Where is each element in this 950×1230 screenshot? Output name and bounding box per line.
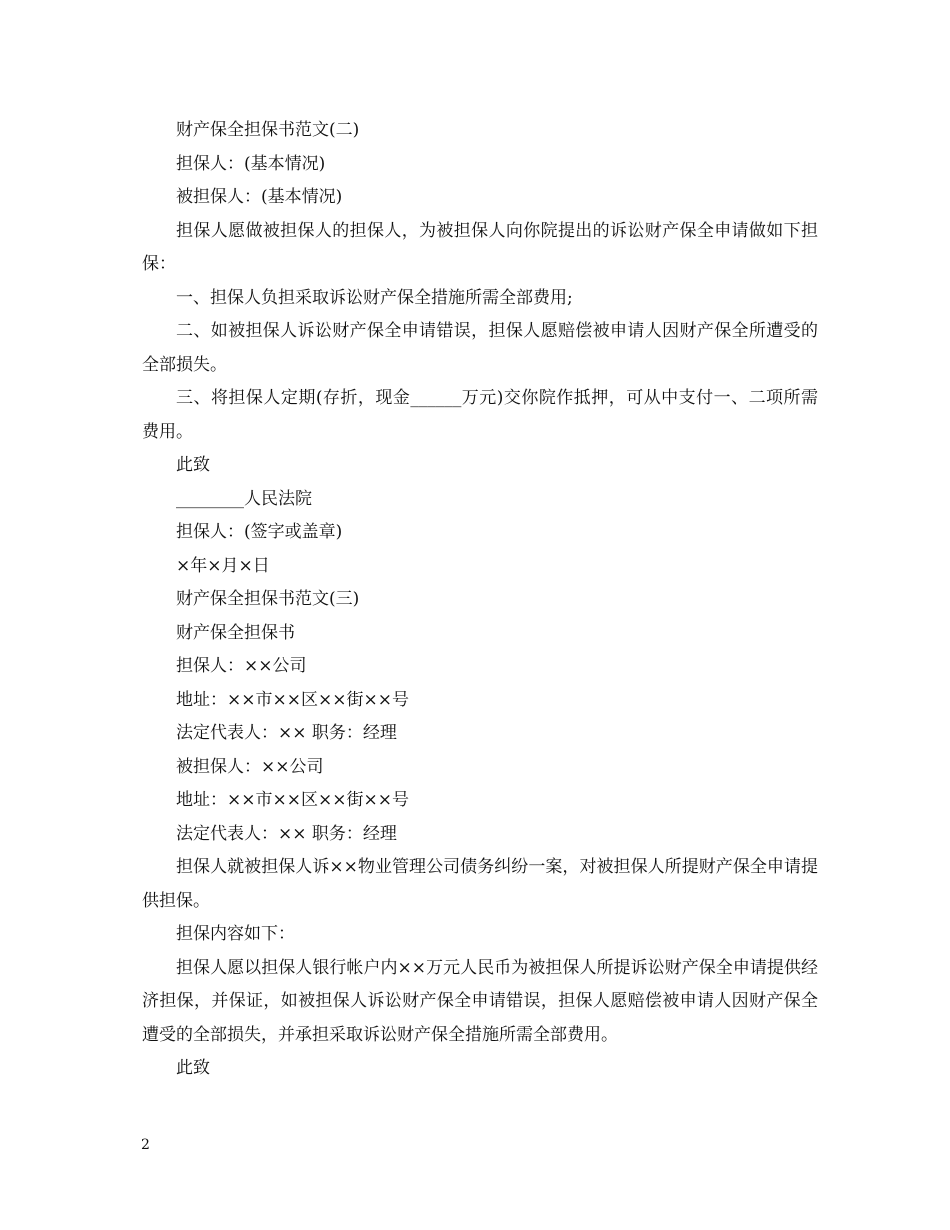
date-line: ×年×月×日 — [176, 555, 270, 576]
final-salutation: 此致 — [176, 1058, 210, 1078]
guarantor-signature-line: 担保人：(签字或盖章) — [176, 522, 343, 542]
dispute-guarantee-paragraph: 担保人就被担保人诉××物业管理公司债务纠纷一案，对被担保人所提财产保全申请提供担保。 — [142, 857, 818, 911]
guarantor-basic-info: 担保人：(基本情况) — [176, 153, 326, 174]
guaranteed-party-basic-info: 被担保人：(基本情况) — [176, 187, 343, 207]
guarantor-company: 担保人：××公司 — [176, 656, 307, 676]
document-body — [142, 114, 818, 1086]
guarantee-content-heading: 担保内容如下： — [176, 924, 295, 944]
guarantee-content-paragraph: 担保人愿以担保人银行帐户内××万元人民币为被担保人所提诉讼财产保全申请提供经济担保，并保证，如被担保人诉讼财产保全申请错误，担保人愿赔偿被申请人因财产保全遭受的全部损失，并承担采取诉讼财产保全措施所需全部费用。 — [142, 957, 818, 1045]
section-title-two: 财产保全担保书范文(二) — [176, 120, 360, 140]
guarantor-representative: 法定代表人：×× 职务：经理 — [176, 723, 397, 743]
guaranteed-party-address: 地址：××市××区××街××号 — [176, 790, 409, 810]
guarantee-item-three: 三、将担保人定期(存折，现金______万元)交你院作抵押，可从中支付一、二项所需费用。 — [142, 388, 818, 442]
guaranteed-party-company: 被担保人：××公司 — [176, 756, 324, 777]
page-number: 2 — [141, 1137, 150, 1153]
guarantee-item-two: 二、如被担保人诉讼财产保全申请错误，担保人愿赔偿被申请人因财产保全所遭受的全部损失。 — [142, 321, 818, 375]
salutation: 此致 — [176, 455, 210, 475]
guarantee-item-one: 一、担保人负担采取诉讼财产保全措施所需全部费用; — [176, 287, 573, 308]
guaranteed-party-representative: 法定代表人：×× 职务：经理 — [176, 823, 397, 844]
section-title-three: 财产保全担保书范文(三) — [176, 589, 360, 609]
guarantor-address: 地址：××市××区××街××号 — [176, 689, 409, 710]
guarantee-intro-paragraph: 担保人愿做被担保人的担保人，为被担保人向你院提出的诉讼财产保全申请做如下担保： — [142, 220, 818, 274]
court-name-line: ________人民法院 — [176, 488, 312, 509]
document-title: 财产保全担保书 — [176, 622, 295, 643]
